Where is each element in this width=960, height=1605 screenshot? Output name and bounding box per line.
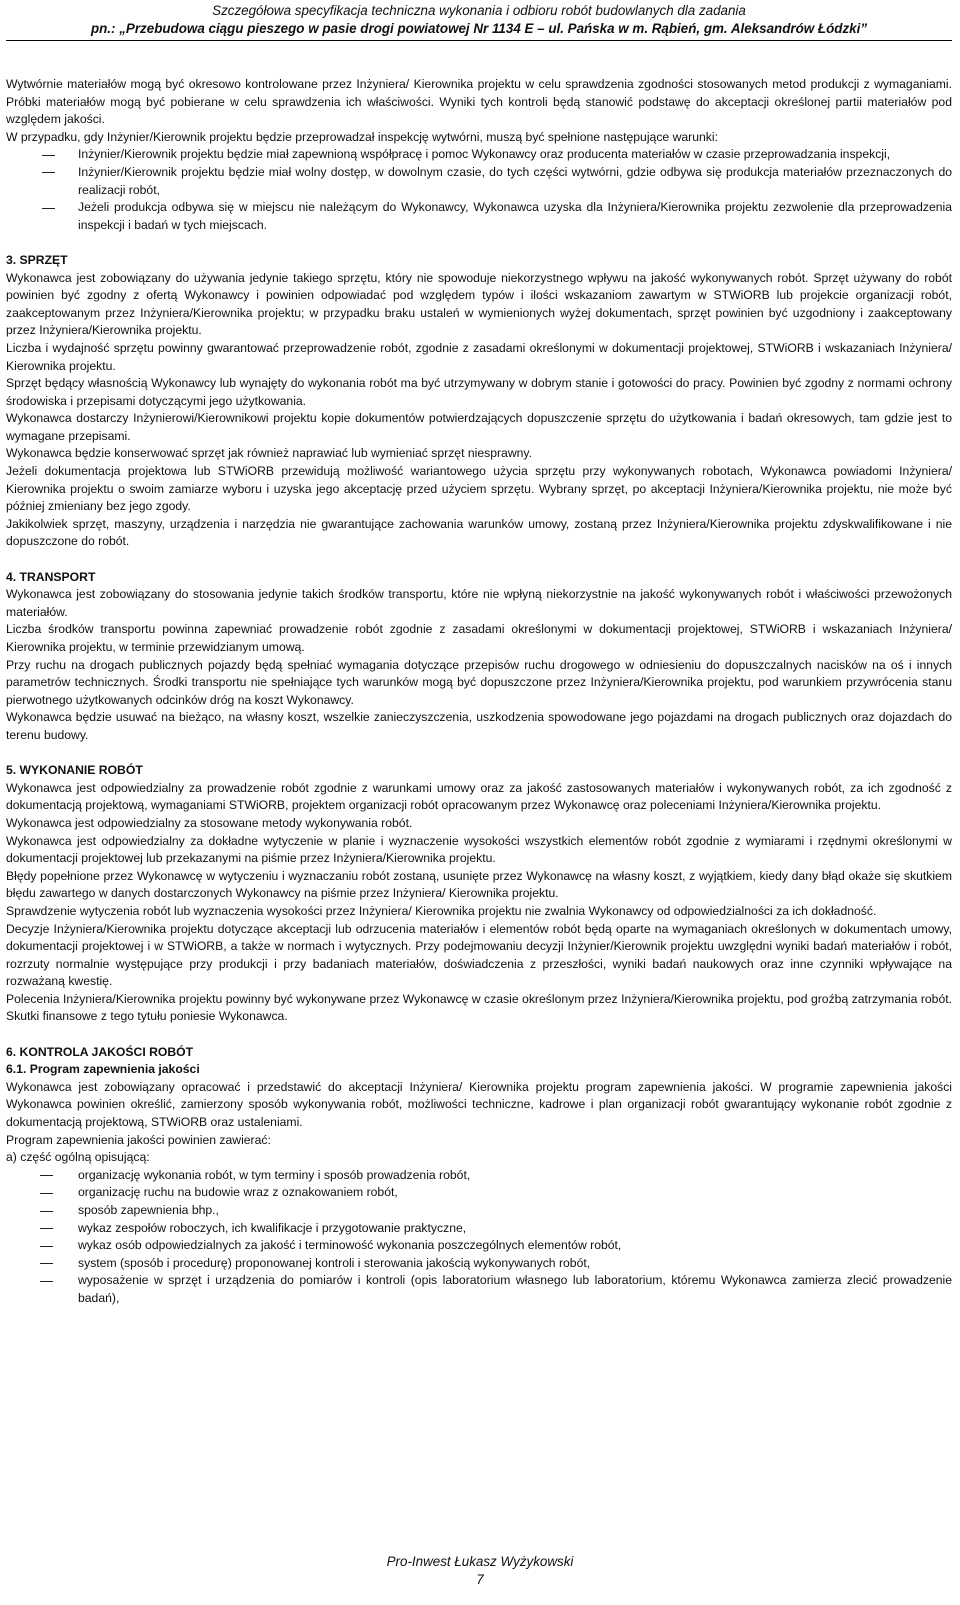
paragraph: a) część ogólną opisującą:: [6, 1150, 150, 1165]
page-header: [6, 0, 952, 38]
paragraph: Program zapewnienia jakości powinien zawierać:: [6, 1132, 271, 1147]
paragraph: Wykonawca będzie konserwować sprzęt jak również naprawiać lub wymieniać sprzęt niesprawny.: [6, 446, 532, 461]
paragraph: Decyzje Inżyniera/Kierownika projektu dotyczące akceptacji lub odrzucenia materiałów i elementów robót będą oparte na wymaganiach określonych w dokumentach umowy, dokumentacji projektowej i w STWiORB, a także w normach i wytycznych. Przy podejmowaniu decyzji Inżynier/Kierownik projektu uwzględni wyniki badań materiałów i robót, rozrzuty normalnie występujące przy produkcji i przy badaniach materiałów, doświadczenia z przeszłości, wyniki badań naukowych oraz inne czynniki wpływające na rozważaną kwestię.: [6, 921, 952, 989]
paragraph: Wytwórnie materiałów mogą być okresowo kontrolowane przez Inżyniera/ Kierownika projektu w celu sprawdzenia zgodności stosowanych metod produkcji z wymaganiami. Próbki materiałów mogą być pobierane w celu sprawdzenia ich właściwości. Wyniki tych kontroli będą stanowić podstawę do akceptacji określonej partii materiałów pod względem jakości.: [6, 77, 952, 127]
paragraph: Jakikolwiek sprzęt, maszyny, urządzenia i narzędzia nie gwarantujące zachowania warunków umowy, zostaną przez Inżyniera/Kierownika projektu zdyskwalifikowane i nie dopuszczone do robót.: [6, 516, 952, 549]
header-divider: [6, 40, 952, 41]
section-heading: 5. WYKONANIE ROBÓT: [6, 763, 143, 778]
paragraph: Wykonawca jest zobowiązany opracować i przedstawić do akceptacji Inżyniera/ Kierownika projektu program zapewnienia jakości. W programie zapewnienia jakości Wykonawca powinien określić, zamierzony sposób wykonywania robót, możliwości techniczne, kadrowe i plan organizacji robót gwarantujący wykonanie robót zgodnie z dokumentacją projektową, STWiORB oraz ustaleniami.: [6, 1079, 952, 1130]
section-heading: 6. KONTROLA JAKOŚCI ROBÓT: [6, 1044, 194, 1059]
list-item: organizację ruchu na budowie wraz z oznakowaniem robót,: [6, 1184, 952, 1202]
paragraph: Polecenia Inżyniera/Kierownika projektu powinny być wykonywane przez Wykonawcę w czasie określonym przez Inżyniera/Kierownika projektu, pod groźbą zatrzymania robót. Skutki finansowe z tego tytułu poniesie Wykonawca.: [6, 991, 952, 1024]
subsection-heading: 6.1. Program zapewnienia jakości: [6, 1062, 200, 1077]
bullet-list: [6, 146, 952, 234]
list-item: Inżynier/Kierownik projektu będzie miał zapewnioną współpracę i pomoc Wykonawcy oraz producenta materiałów w czasie przeprowadzania inspekcji,: [6, 146, 952, 164]
paragraph: Wykonawca jest odpowiedzialny za stosowane metody wykonywania robót.: [6, 815, 413, 830]
page-number: 7: [476, 1572, 484, 1587]
page-footer: [0, 1553, 960, 1589]
paragraph: Sprzęt będący własnością Wykonawcy lub wynajęty do wykonania robót ma być utrzymywany w dobrym stanie i gotowości do pracy. Powinien być zgodny z normami ochrony środowiska i przepisami dotyczącymi jego użytkowania.: [6, 376, 952, 408]
footer-company: Pro-Inwest Łukasz Wyżykowski: [386, 1554, 574, 1569]
paragraph: Wykonawca będzie usuwać na bieżąco, na własny koszt, wszelkie zanieczyszczenia, uszkodzenia spowodowane jego pojazdami na drogach publicznych oraz dojazdach do terenu budowy.: [6, 710, 952, 742]
list-item: wyposażenie w sprzęt i urządzenia do pomiarów i kontroli (opis laboratorium własnego lub laboratorium, któremu Wykonawca zamierza zlecić prowadzenie badań),: [6, 1272, 952, 1307]
list-item: wykaz zespołów roboczych, ich kwalifikacje i przygotowanie praktyczne,: [6, 1220, 952, 1238]
document-body: [6, 76, 952, 1308]
paragraph: Wykonawca jest odpowiedzialny za prowadzenie robót zgodnie z warunkami umowy oraz za jakość zastosowanych materiałów i wykonywanych robót, za ich zgodność z dokumentacją projektową, wymaganiami STWiORB, projektem organizacji robót opracowanym przez Wykonawcę oraz poleceniami Inżyniera/Kierownika projektu.: [6, 780, 952, 813]
list-item: organizację wykonania robót, w tym terminy i sposób prowadzenia robót,: [6, 1167, 952, 1185]
paragraph: Sprawdzenie wytyczenia robót lub wyznaczenia wysokości przez Inżyniera/ Kierownika projektu nie zwalnia Wykonawcy od odpowiedzialności za ich dokładność.: [6, 903, 877, 918]
paragraph: Jeżeli dokumentacja projektowa lub STWiORB przewidują możliwość wariantowego użycia sprzętu przy wykonywanych robotach, Wykonawca powiadomi Inżyniera/ Kierownika projektu o swoim zamiarze wyboru i uzyska jego akceptację przed użyciem sprzętu. Wybrany sprzęt, po akceptacji Inżyniera/Kierownika projektu, nie może być później zmieniany bez jego zgody.: [6, 464, 952, 514]
header-line-2: pn.: „Przebudowa ciągu pieszego w pasie drogi powiatowej Nr 1134 E – ul. Pańska w m. Rąbień, gm. Aleksandrów Łódzki”: [90, 21, 868, 36]
paragraph: Liczba środków transportu powinna zapewniać prowadzenie robót zgodnie z zasadami określonymi w dokumentacji projektowej, STWiORB i wskazaniach Inżyniera/ Kierownika projektu, w terminie przewidzianym umową.: [6, 622, 952, 654]
list-item: Jeżeli produkcja odbywa się w miejscu nie należącym do Wykonawcy, Wykonawca uzyska dla Inżyniera/Kierownika projektu zezwolenie dla przeprowadzenia inspekcji i badań w tych miejscach.: [6, 199, 952, 234]
list-item: Inżynier/Kierownik projektu będzie miał wolny dostęp, w dowolnym czasie, do tych części wytwórni, gdzie odbywa się produkcja materiałów przeznaczonych do realizacji robót,: [6, 164, 952, 199]
section-heading: 4. TRANSPORT: [6, 569, 96, 584]
bullet-list: [6, 1167, 952, 1308]
paragraph: Wykonawca jest odpowiedzialny za dokładne wytyczenie w planie i wyznaczenie wysokości wszystkich elementów robót zgodnie z wymiarami i rzędnymi określonymi w dokumentacji projektowej lub przekazanymi na piśmie przez Inżyniera/Kierownika projektu.: [6, 833, 952, 866]
paragraph: Wykonawca jest zobowiązany do stosowania jedynie takich środków transportu, które nie wpłyną niekorzystnie na jakość wykonywanych robót i właściwości przewożonych materiałów.: [6, 587, 952, 619]
paragraph: Przy ruchu na drogach publicznych pojazdy będą spełniać wymagania dotyczące przepisów ruchu drogowego w odniesieniu do dopuszczalnych nacisków na oś i innych parametrów technicznych. Środki transportu nie spełniające tych warunków mogą być dopuszczone przez Inżyniera/Kierownika projektu, pod warunkiem przywrócenia stanu pierwotnego użytkowanych odcinków dróg na koszt Wykonawcy.: [6, 657, 952, 707]
paragraph: W przypadku, gdy Inżynier/Kierownik projektu będzie przeprowadzał inspekcję wytwórni, muszą być spełnione następujące warunki:: [6, 129, 718, 144]
paragraph: Wykonawca dostarczy Inżynierowi/Kierownikowi projektu kopie dokumentów potwierdzających dopuszczenie sprzętu do użytkowania i badań okresowych, tam gdzie jest to wymagane przepisami.: [6, 411, 952, 443]
paragraph: Błędy popełnione przez Wykonawcę w wytyczeniu i wyznaczaniu robót zostaną, usunięte przez Wykonawcę na własny koszt, z wyjątkiem, kiedy dany błąd okaże się skutkiem błędu zawartego w danych dostarczonych Wykonawcy na piśmie przez Inżyniera/ Kierownika projektu.: [6, 868, 952, 901]
section-heading: 3. SPRZĘT: [6, 252, 68, 267]
list-item: system (sposób i procedurę) proponowanej kontroli i sterowania jakością wykonywanych robót,: [6, 1255, 952, 1273]
paragraph: Wykonawca jest zobowiązany do używania jedynie takiego sprzętu, który nie spowoduje niekorzystnego wpływu na jakość wykonywanych robót. Sprzęt używany do robót powinien być zgodny z ofertą Wykonawcy i powinien odpowiadać pod względem typów i ilości wskazaniom zawartym w STWiORB lub projekcie organizacji robót, zaakceptowanym przez Inżyniera/Kierownika projektu; w przypadku braku ustaleń w wymienionych wyżej dokumentach, sprzęt powinien być uzgodniony i zaakceptowany przez Inżyniera/Kierownika projektu.: [6, 270, 952, 338]
paragraph: Liczba i wydajność sprzętu powinny gwarantować przeprowadzenie robót, zgodnie z zasadami określonymi w dokumentacji projektowej, STWiORB i wskazaniach Inżyniera/ Kierownika projektu.: [6, 340, 952, 373]
list-item: sposób zapewnienia bhp.,: [6, 1202, 952, 1220]
header-line-1: Szczegółowa specyfikacja techniczna wykonania i odbioru robót budowlanych dla zadania: [212, 3, 746, 18]
list-item: wykaz osób odpowiedzialnych za jakość i terminowość wykonania poszczególnych elementów robót,: [6, 1237, 952, 1255]
